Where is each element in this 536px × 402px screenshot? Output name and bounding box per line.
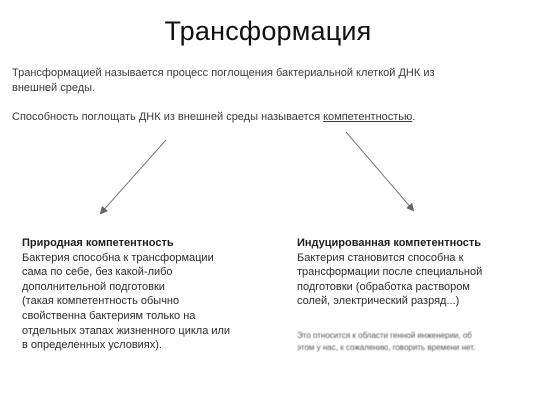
- natural-line-6: отдельных этапах жизненного цикла или: [22, 324, 231, 337]
- competence-prefix: Способность поглощать ДНК из внешней среды называется: [12, 111, 324, 123]
- natural-line-1: Бактерия способна к трансформации: [22, 251, 214, 264]
- induced-competence-heading: Индуцированная компетентность: [297, 237, 482, 249]
- definition-line-1: Трансформацией называется процесс поглощения бактериальной клеткой ДНК из: [12, 67, 435, 79]
- induced-line-2: трансформации после специальной: [297, 266, 483, 279]
- natural-line-4: (такая компетентность обычно: [22, 295, 180, 308]
- natural-line-7: в определенных условиях).: [22, 339, 162, 352]
- competence-term: компетентностью: [323, 111, 413, 123]
- natural-line-2: сама по себе, без какой-либо: [22, 266, 173, 279]
- induced-line-4: солей, электрический разряд...): [297, 295, 460, 308]
- genetic-engineering-note: [297, 330, 522, 354]
- arrow-right: [346, 132, 413, 210]
- natural-line-3: дополнительной подготовки: [22, 280, 165, 293]
- note-line-2: этом у нас, к сожалению, говорить времени нет.: [297, 343, 476, 352]
- slide-title: Трансформация: [164, 16, 372, 46]
- natural-competence-heading: Природная компетентность: [22, 237, 174, 249]
- definition-line-2: внешней среды.: [12, 82, 96, 94]
- natural-competence-block: [22, 236, 247, 353]
- natural-line-5: свойственна бактериям только на: [22, 309, 196, 322]
- competence-suffix: .: [412, 111, 416, 123]
- induced-line-1: Бактерия становится способна к: [297, 251, 464, 264]
- induced-competence-block: [297, 236, 517, 309]
- induced-line-3: подготовки (обработка раствором: [297, 280, 470, 293]
- arrow-left: [101, 140, 166, 213]
- note-line-1: Это относится к области генной инженерии, об: [297, 331, 472, 340]
